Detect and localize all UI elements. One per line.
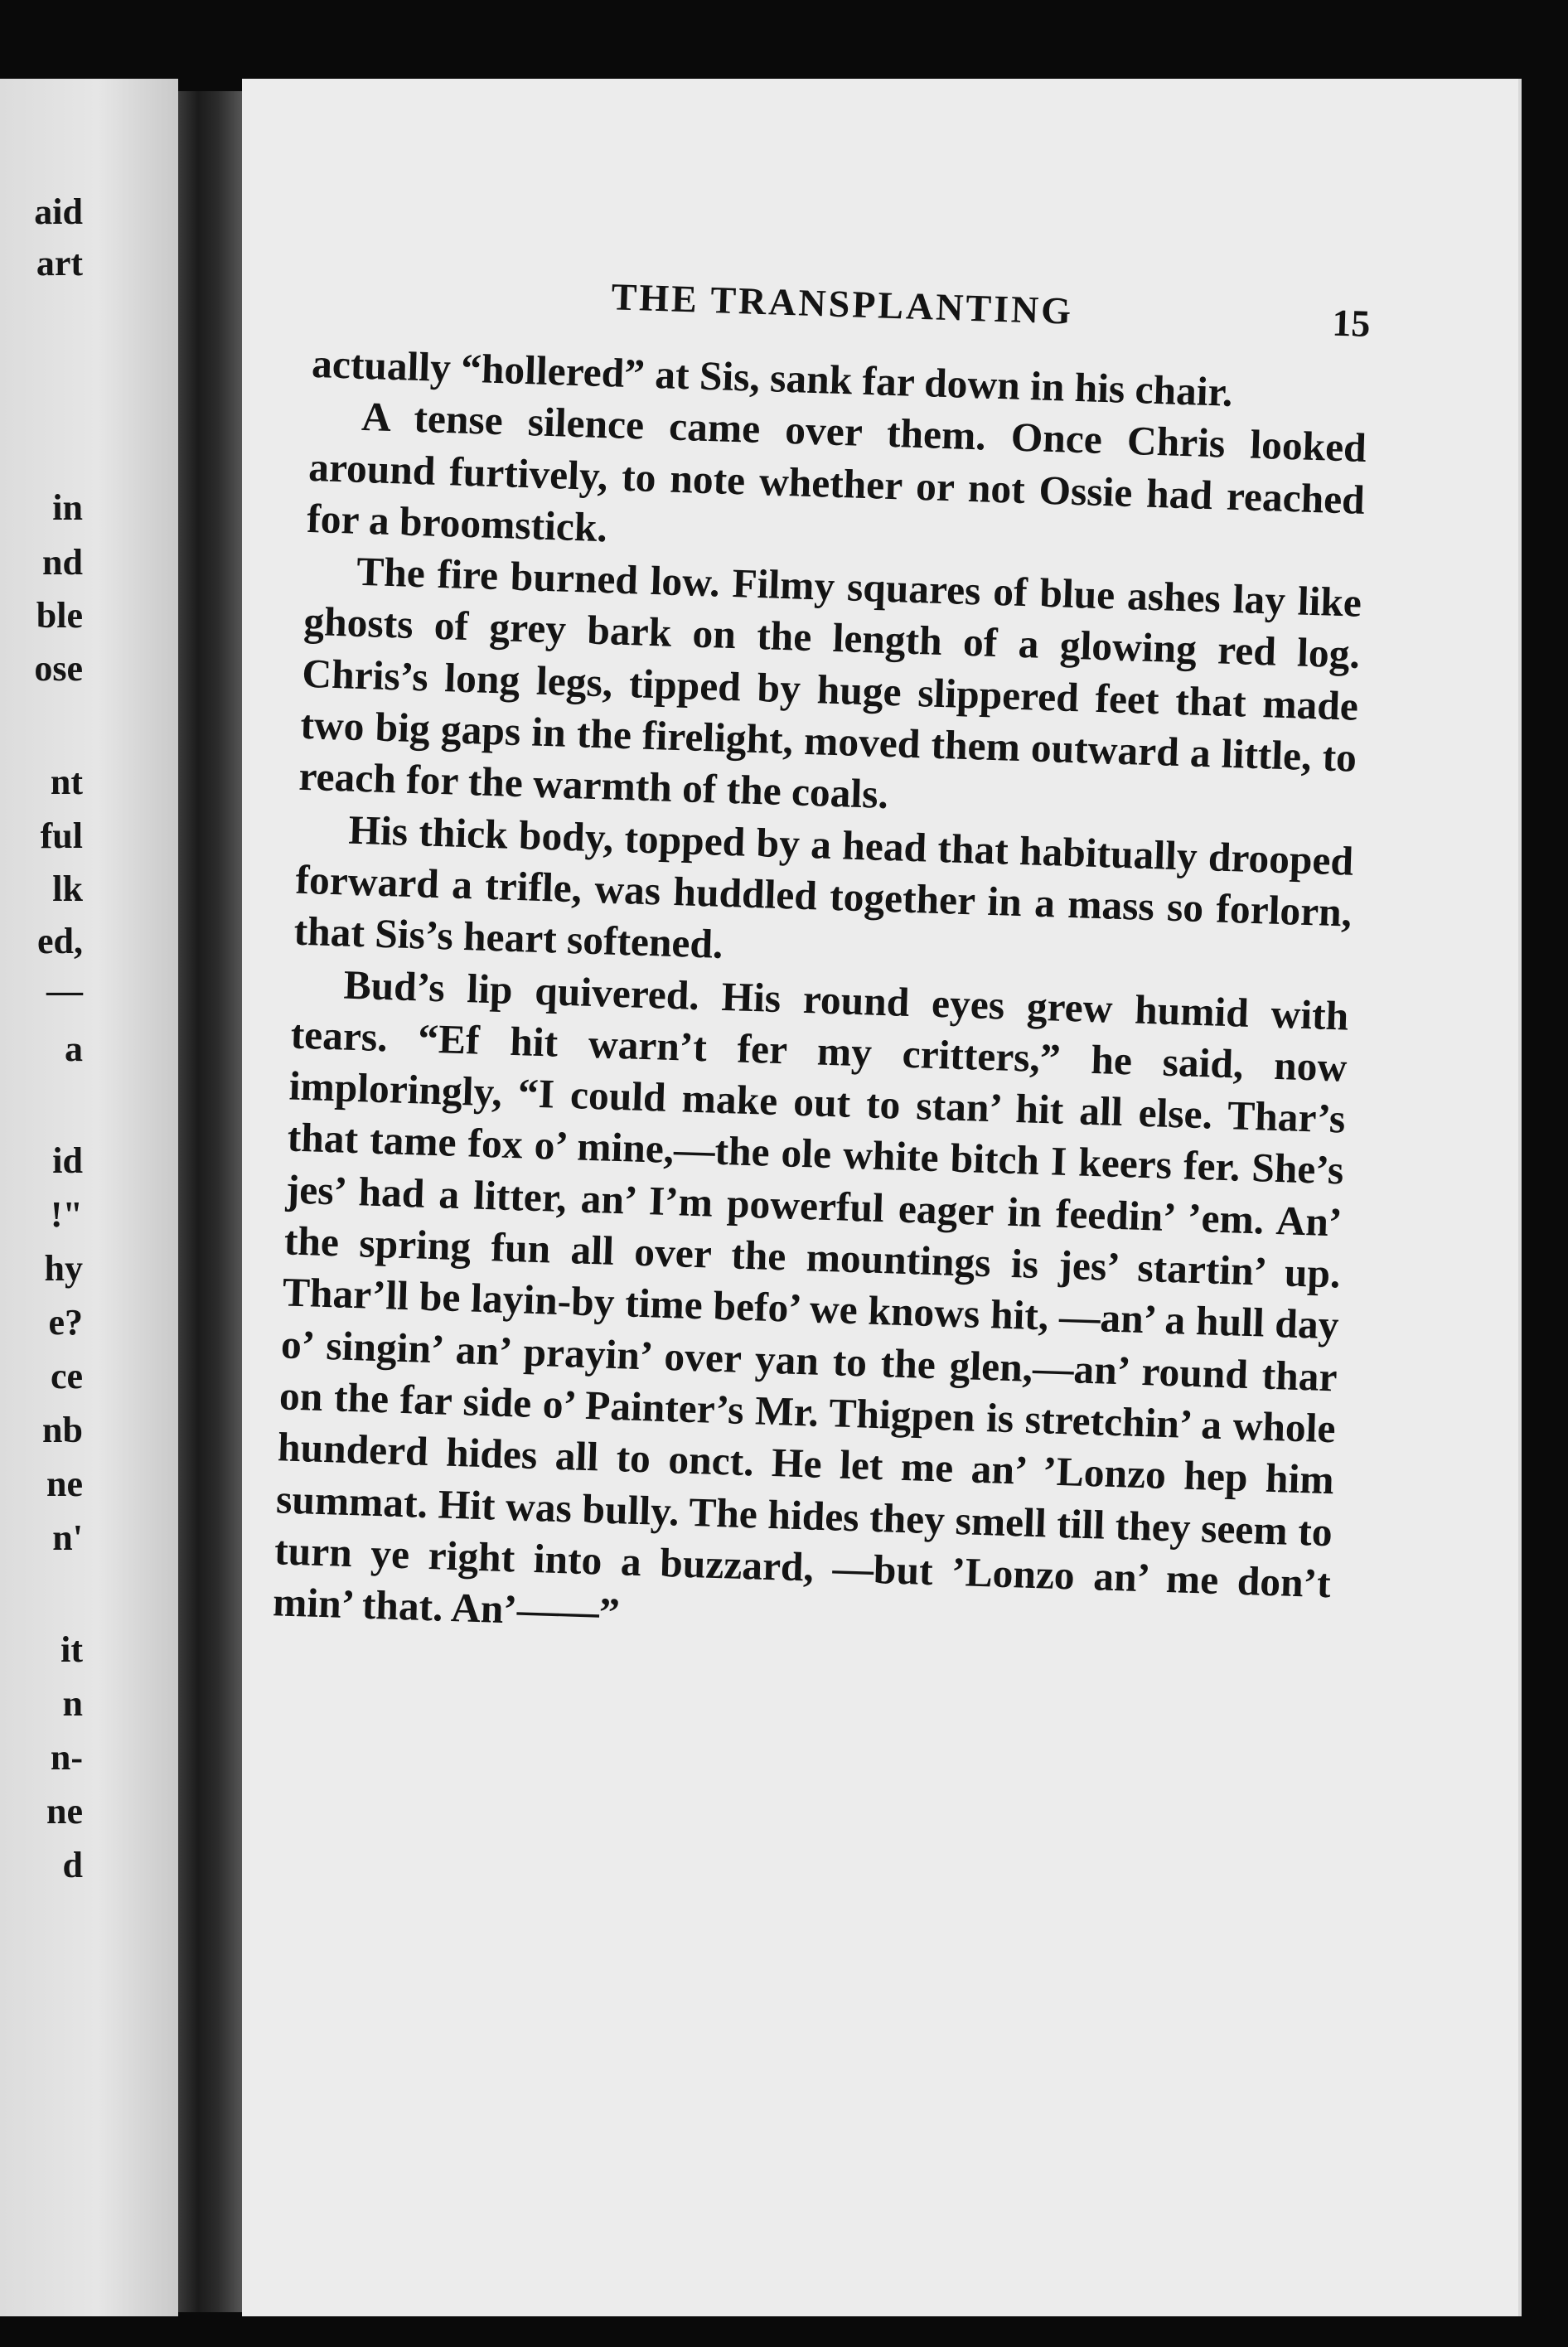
paragraph: His thick body, topped by a head that habitually drooped forward a trifle, was huddled together in a mass so forlorn, that Sis’s heart softened. <box>293 806 1354 968</box>
left-fragment: ose <box>34 648 83 689</box>
left-fragment: ne <box>46 1791 83 1832</box>
left-fragment: nd <box>42 542 83 583</box>
page-number: 15 <box>1331 301 1372 346</box>
left-fragment: in <box>52 487 83 528</box>
left-fragment: a <box>65 1028 83 1069</box>
left-fragment: art <box>36 243 83 283</box>
running-title: THE TRANSPLANTING <box>610 275 1074 332</box>
page <box>242 79 1522 2316</box>
paragraph: The fire burned low. Filmy squares of blue ashes lay like ghosts of grey bark on the length of a glowing red log. Chris’s long legs, tipped by huge slippered feet that made two big gaps in the firelight, moved them outward a little, to reach for the warmth of the coals. <box>298 548 1362 818</box>
left-fragment: nt <box>50 762 83 802</box>
left-fragment: n- <box>50 1737 83 1778</box>
left-fragment: d <box>62 1845 83 1885</box>
left-fragment: n <box>62 1683 83 1724</box>
left-fragment: id <box>52 1140 83 1181</box>
left-fragment: it <box>60 1629 83 1670</box>
left-fragment: ble <box>36 595 83 636</box>
left-fragment: n' <box>52 1517 83 1558</box>
left-fragment: hy <box>44 1248 83 1289</box>
left-fragment: nb <box>42 1410 83 1450</box>
book-gutter-shadow <box>178 91 244 2312</box>
paragraph: Bud’s lip quivered. His round eyes grew humid with tears. “Ef hit warn’t fer my critters,” he said, now imploringly, “I could make out to stan’ hit all else. Thar’s that tame fox o’ mine,—the ole white bitch I keers fer. She’s jes’ had a litter, an’ I’m powerful eager in feedin’ ’em. An’ the spring fun all over the mountings is jes’ startin’ up. Thar’ll be layin-by time befo’ we knows hit, —an’ a hull day o’ singin’ an’ prayin’ over yan to the glen,—an’ round thar on the far side o’ Painter’s Mr. Thigpen is stretchin’ a whole hunderd hides all to onct. He let me an’ ’Lonzo hep him summat. Hit was bully. The hides they smell till they seem to turn ye right into a buzzard, —but ’Lonzo an’ me don’t min’ that. An’——” <box>272 961 1350 1636</box>
left-fragment: e? <box>48 1302 83 1343</box>
left-fragment: ne <box>46 1464 83 1504</box>
left-fragment: ce <box>50 1356 83 1396</box>
paragraph: A tense silence came over them. Once Chris looked around furtively, to note whether or not Ossie had reached for a broomstick. <box>306 394 1367 551</box>
paragraph: actually “hollered” at Sis, sank far down in his chair. <box>311 340 1234 415</box>
left-fragment: !" <box>50 1194 83 1235</box>
previous-page-fragment <box>0 79 178 2316</box>
page-text-block <box>272 265 1371 1662</box>
left-fragment: lk <box>52 869 83 909</box>
left-fragment: aid <box>34 191 83 232</box>
left-fragment: ed, <box>37 921 83 961</box>
left-fragment: ful <box>40 815 83 856</box>
left-fragment: — <box>46 970 83 1011</box>
